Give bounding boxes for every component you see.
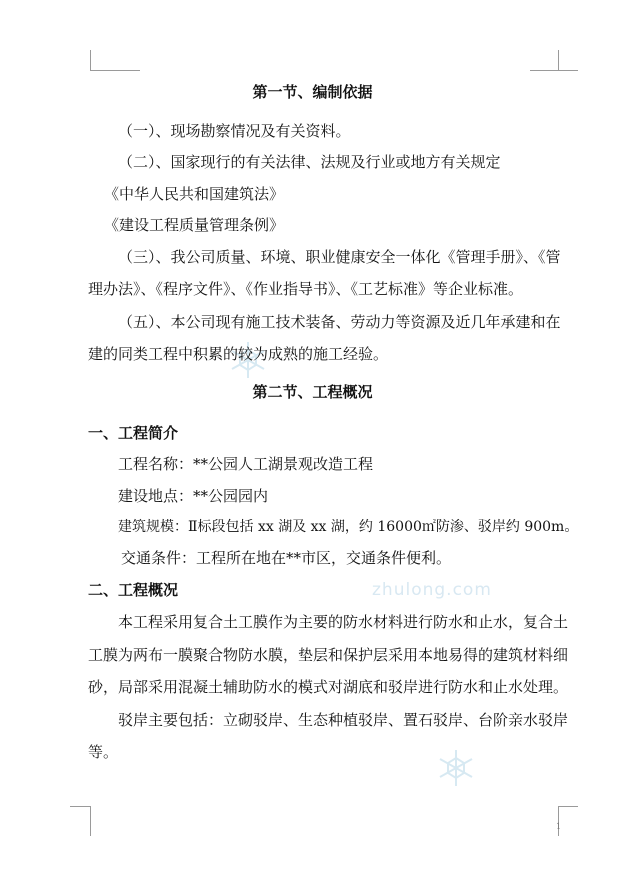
crop-mark-top-left-v [90,50,91,71]
crop-mark-top-right-v [558,50,559,71]
subsection2-title: 二、工程概况 [88,581,179,599]
crop-mark-bottom-right-h [558,806,578,807]
law-2: 《建设工程质量管理条例》 [104,216,285,234]
traffic-conditions: 交通条件：工程所在地在**市区，交通条件便利。 [121,549,452,567]
description-line1: 本工程采用复合土工膜作为主要的防水材料进行防水和止水，复合土 [118,613,569,631]
subsection1-title: 一、工程简介 [88,424,179,442]
revetment-line1: 驳岸主要包括：立砌驳岸、生态种植驳岸、置石驳岸、台阶亲水驳岸 [118,711,569,729]
project-location: 建设地点：**公园园内 [118,487,269,505]
description-line3: 砂，局部采用混凝土辅助防水的模式对湖底和驳岸进行防水和止水处理。 [88,678,569,696]
crop-mark-bottom-left-v [90,806,91,836]
section1-paragraph-3-line2: 理办法》、《程序文件》、《作业指导书》、《工艺标准》等企业标准。 [88,280,524,298]
section1-paragraph-2: （二）、国家现行的有关法律、法规及行业或地方有关规定 [118,153,501,171]
section1-paragraph-1: （一）、现场勘察情况及有关资料。 [118,122,351,140]
section1-paragraph-3-line1: （三）、我公司质量、环境、职业健康安全一体化《管理手册》、《管 [118,248,561,266]
crop-mark-bottom-left-h [70,806,91,807]
watermark-text: zhulong.com [372,580,492,600]
law-1: 《中华人民共和国建筑法》 [104,185,285,203]
crop-mark-bottom-right-v [556,806,562,836]
description-line2: 工膜为两布一膜聚合物防水膜，垫层和保护层采用本地易得的建筑材料细 [88,646,569,664]
section1-paragraph-5-line1: （五）、本公司现有施工技术装备、劳动力等资源及近几年承建和在 [118,313,561,331]
crop-mark-top-left-h [90,70,140,71]
page-number: 1 [556,822,562,831]
section1-paragraph-5-line2: 建的同类工程中积累的较为成熟的施工经验。 [88,345,389,363]
revetment-line2: 等。 [88,743,119,761]
snowflake-watermark-icon [436,748,476,788]
section2-title: 第二节、工程概况 [252,383,373,401]
project-name: 工程名称：**公园人工湖景观改造工程 [118,455,374,473]
section1-title: 第一节、编制依据 [252,83,373,101]
project-scale: 建筑规模：Ⅱ标段包括 xx 湖及 xx 湖，约 16000㎡防渗、驳岸约 900m。 [118,519,579,535]
crop-mark-top-right-h [530,70,578,71]
